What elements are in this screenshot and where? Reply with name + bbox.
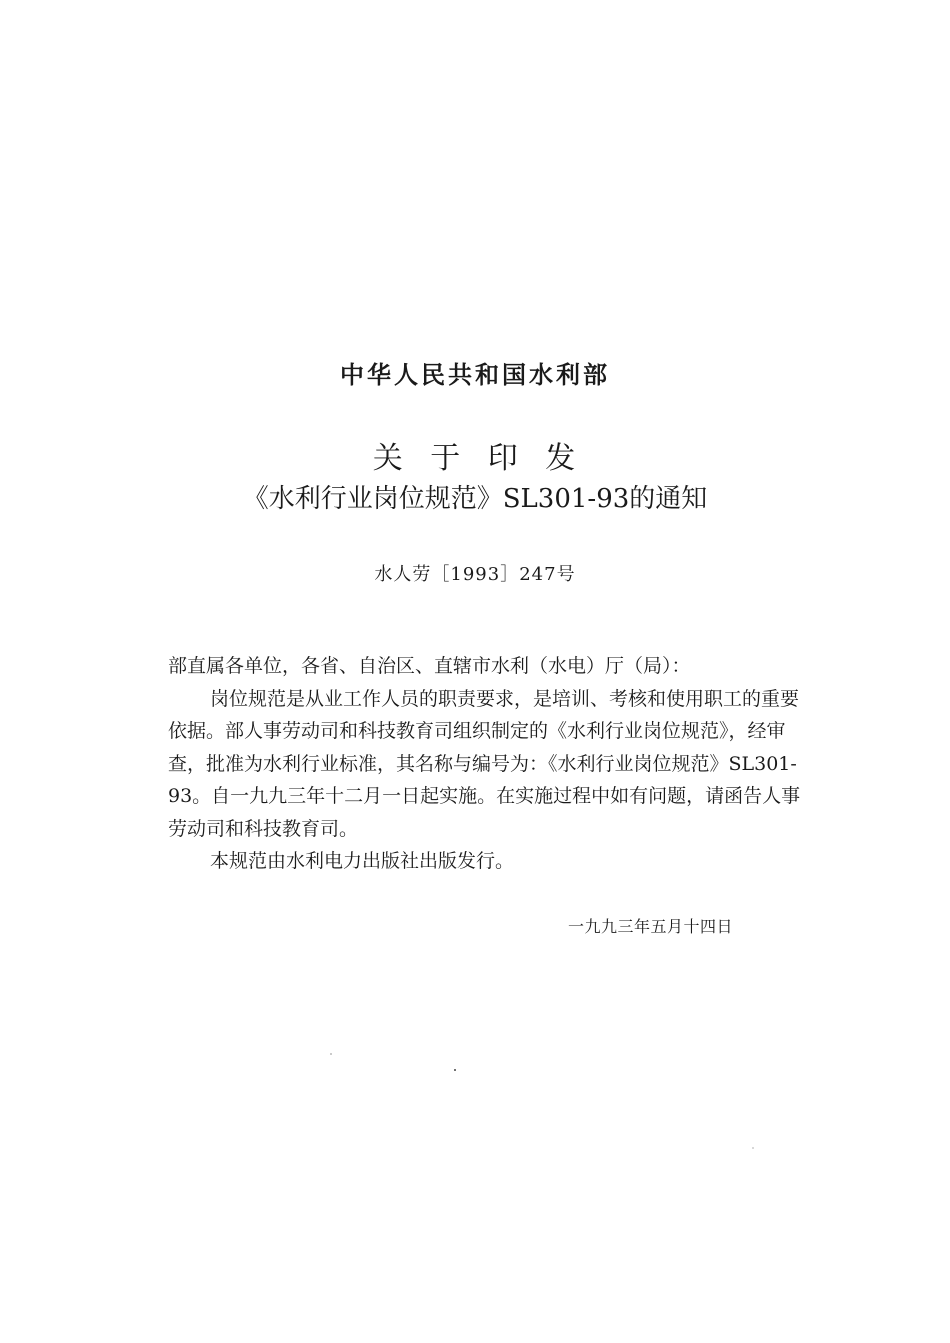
body-paragraph-2: 本规范由水利电力出版社出版发行。 [210, 850, 515, 872]
body-paragraph-1: 岗位规范是从业工作人员的职责要求，是培训、考核和使用职工的重要依据。部人事劳动司和科技教育司组织制定的《水利行业岗位规范》，经审查，批准为水利行业标准，其名称与编号为：《水利行业岗位规范》SL301-93。自一九九三年十二月一日起实施。在实施过程中如有问题，请函告人事劳动司和科技教育司。 [168, 687, 801, 840]
salutation: 部直属各单位，各省、自治区、直辖市水利（水电）厅（局）： [168, 655, 691, 677]
notice-title-line2: 《水利行业岗位规范》SL301-93的通知 [242, 484, 708, 514]
issue-date: 一九九三年五月十四日 [568, 917, 734, 936]
notice-body [168, 650, 808, 878]
document-number: 水人劳［1993］247号 [374, 564, 576, 585]
scan-speck [454, 1069, 456, 1071]
scan-speck [330, 1053, 332, 1055]
issuer-heading: 中华人民共和国水利部 [340, 360, 610, 389]
scan-speck [752, 1147, 754, 1149]
notice-title-line1: 关 于 印 发 [372, 441, 578, 476]
